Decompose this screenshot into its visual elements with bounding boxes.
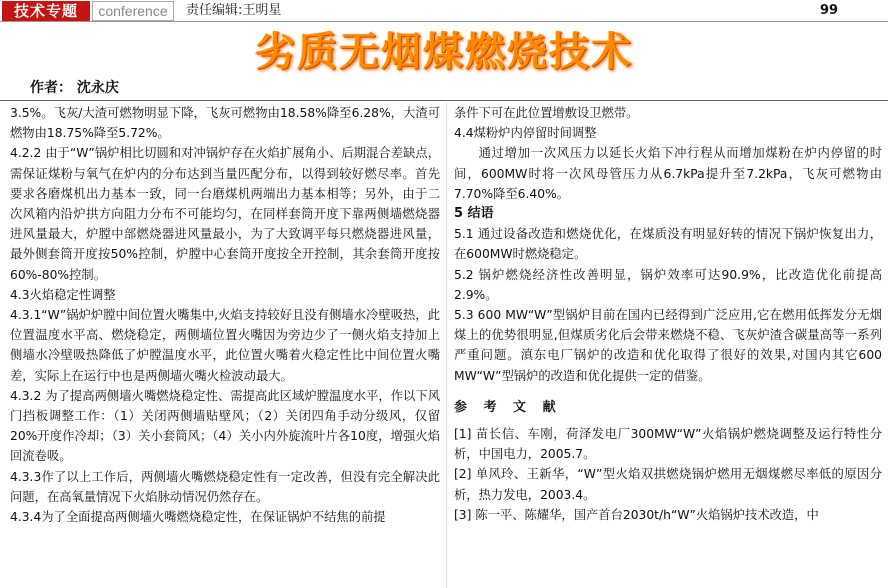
subsection-heading: 4.3火焰稳定性调整 — [10, 287, 116, 302]
page-header — [0, 0, 888, 22]
paragraph: 4.3.3作了以上工作后，两侧墙火嘴燃烧稳定性有一定改善，但没有完全解决此问题，在高氧量情况下火焰脉动情况仍然存在。 — [10, 469, 440, 504]
paragraph: 5.3 600 MW“W”型锅炉目前在国内已经得到广泛应用,它在燃用低挥发分无烟煤上的优势很明显,但煤质劣化后会带来燃烧不稳、飞灰炉渣含碳量高等一系列严重问题。滇东电厂锅炉的改造和优化取得了很好的效果,对国内其它600 MW“W”型锅炉的改造和优化提供一定的借鉴。 — [454, 308, 882, 383]
paragraph: 4.3.2 为了提高两侧墙火嘴燃烧稳定性、需提高此区域炉膛温度水平，作以下风门挡板调整工作：（1）关闭两侧墙贴壁风；（2）关闭四角手动分级风，仅留20%开度作冷却；（3）关小套筒风；（4）关小内外旋流叶片各10度，增强火焰回流卷吸。 — [10, 388, 440, 464]
author-divider — [0, 100, 888, 101]
paragraph: 4.3.4为了全面提高两侧墙火嘴燃烧稳定性，在保证锅炉不结焦的前提 — [10, 510, 386, 525]
article-title: 劣质无烟煤燃烧技术 — [255, 29, 633, 75]
paragraph: 条件下可在此位置增敷设卫燃带。 — [454, 106, 639, 120]
paragraph: 3.5%。飞灰/大渣可燃物明显下降，飞灰可燃物由18.58%降至6.28%，大渣可燃物由18.75%降至5.72%。 — [10, 106, 440, 141]
paragraph: 4.2.2 由于“W”锅炉相比切圆和对冲锅炉存在火焰扩展角小、后期混合差缺点，需保证煤粉与氧气在炉内的分布达到当量匹配分布，以得到较好燃尽率。首先要求各磨煤机出力基本一致，同一台磨煤机两端出力基本相等；另外，由于二次风箱内沿炉拱方向阻力分布不可能均匀，在同样套筒开度下靠两侧墙燃烧器进风量最大，炉膛中部燃烧器进风量最小，为了大致调平每只燃烧器进风量，最外侧套筒开度按50%控制，炉膛中心套筒开度按全开控制，其余套筒开度按60%-80%控制。 — [10, 146, 440, 282]
paragraph: 5.2 锅炉燃烧经济性改善明显，锅炉效率可达90.9%，比改造优化前提高2.9%。 — [454, 267, 882, 302]
paragraph: 5.1 通过设备改造和燃烧优化，在煤质没有明显好转的情况下锅炉恢复出力，在600MW时燃烧稳定。 — [454, 227, 882, 262]
right-column — [454, 103, 882, 525]
section-brand-label: 技术专题 — [2, 1, 90, 21]
responsible-editor: 责任编辑:王明星 — [186, 3, 282, 18]
left-column — [10, 103, 440, 527]
header-divider — [0, 21, 888, 22]
section-brand-sublabel: conference — [92, 1, 174, 21]
paragraph: 4.3.1“W”锅炉炉膛中间位置火嘴集中,火焰支持较好且没有侧墙水冷壁吸热，此位置温度水平高、燃烧稳定，两侧墙位置火嘴因为旁边少了一侧火焰支持加上侧墙水冷壁吸热降低了炉膛温度水平，此位置火嘴着火稳定性比中间位置火嘴差，实际上在运行中也是两侧墙火嘴火检波动最大。 — [10, 308, 440, 383]
paragraph: 通过增加一次风压力以延长火焰下冲行程从而增加煤粉在炉内停留的时间，600MW时将一次风母管压力从6.7kPa提升至7.2kPa，飞灰可燃物由7.70%降至6.40%。 — [454, 146, 882, 201]
subsection-heading: 4.4煤粉炉内停留时间调整 — [454, 126, 597, 141]
reference-item: [2] 单风玲、王新华，“W”型火焰双拱燃烧锅炉燃用无烟煤燃尽率低的原因分析，热力发电，2003.4。 — [454, 467, 882, 502]
article-author: 作者： 沈永庆 — [30, 80, 119, 96]
reference-item: [3] 陈一平、陈耀华，国产首台2030t/h“W”火焰锅炉技术改造，中 — [454, 507, 819, 522]
reference-item: [1] 苗长信、车刚，荷泽发电厂300MW“W”火焰锅炉燃烧调整及运行特性分析，中国电力，2005.7。 — [454, 427, 882, 462]
page-number: 99 — [820, 3, 839, 18]
column-gutter — [446, 103, 447, 588]
section-heading: 5 结语 — [454, 206, 494, 222]
references-heading: 参 考 文 献 — [454, 399, 562, 415]
